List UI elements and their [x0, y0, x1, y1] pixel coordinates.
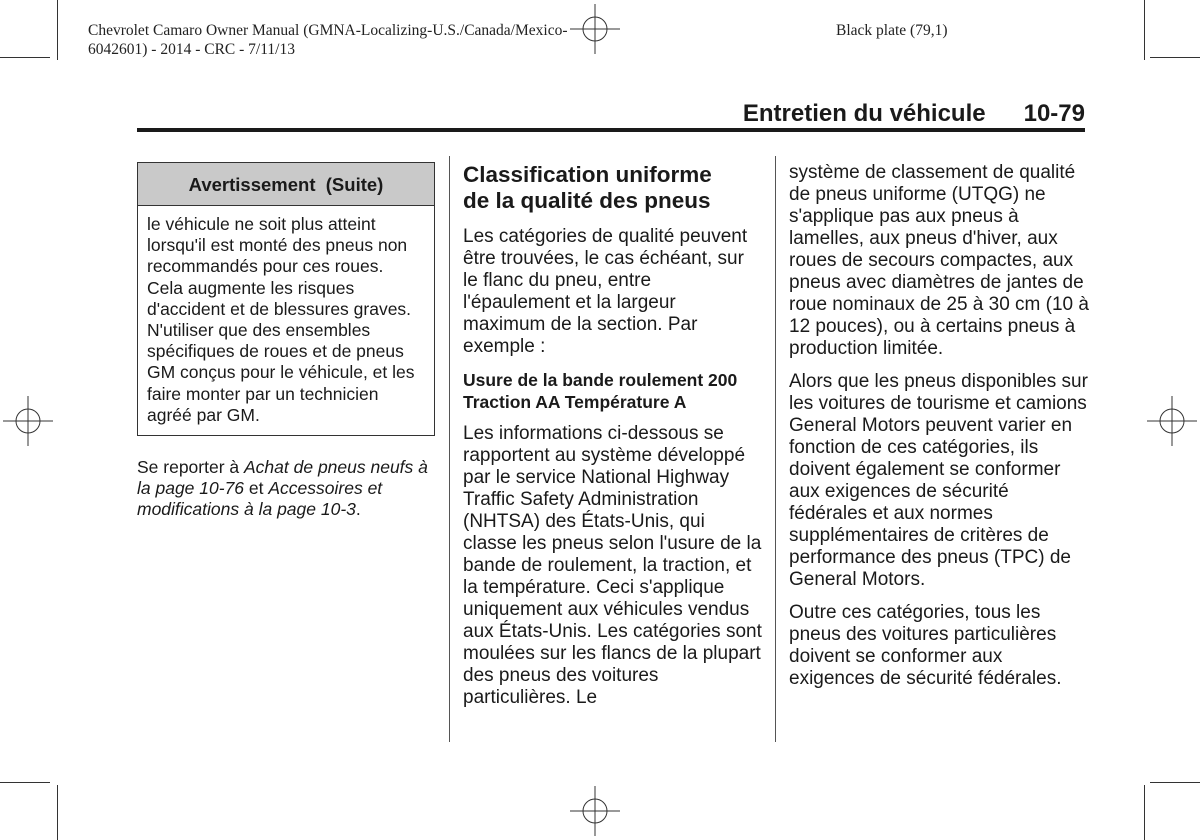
body-paragraph: Les informations ci-dessous se rapportent au système développé par le service National Highway Traffic Safety Administration (NHTSA) des États-Unis, qui classe les pneus selon l'usure de la bande de roulement, la traction, et la température. Ceci s'applique uniquement aux véhicules vendus aux États-Unis. Les catégories sont moulées sur les flancs de la plupart des pneus des voitures particulières. Le [463, 423, 762, 708]
grade-example: Usure de la bande roulement 200 Traction AA Température A [463, 370, 738, 412]
crop-mark-bottom-left-vertical [57, 785, 58, 840]
crop-mark-top-left-vertical [57, 0, 58, 60]
print-header-line-1: Chevrolet Camaro Owner Manual (GMNA-Localizing-U.S./Canada/Mexico- [88, 22, 568, 39]
crop-mark-top-right-horizontal [1150, 57, 1200, 58]
see-also-suffix: . [355, 499, 361, 520]
warning-box [137, 162, 435, 436]
see-also-prefix: Se reporter à [137, 457, 244, 478]
section-title [463, 162, 763, 214]
registration-mark-icon [570, 786, 620, 836]
body-paragraph: Outre ces catégories, tous les pneus des voitures particulières doivent se conformer aux exigences de sécurité fédérales. [789, 602, 1062, 689]
print-header-right: Black plate (79,1) [836, 22, 948, 39]
cross-reference-link[interactable]: Accessoires et modifications à la page 10-3 [137, 478, 383, 520]
body-paragraph: Alors que les pneus disponibles sur les voitures de tourisme et camions General Motors peuvent varier en fonction de ces catégories, ils doivent également se conformer aux exigences de sécurité fédérales et aux normes supplémentaires de critères de performance des pneus (TPC) de General Motors. [789, 371, 1088, 590]
column-divider [775, 156, 776, 742]
registration-mark-icon [570, 4, 620, 54]
column-3 [789, 162, 1089, 690]
running-head [743, 100, 1085, 128]
warning-title: Avertissement (Suite) [138, 163, 434, 206]
see-also-middle: et [244, 478, 269, 499]
cross-reference-link[interactable]: Achat de pneus neufs à la page 10-76 [137, 457, 428, 499]
print-header-left [88, 21, 568, 59]
warning-body: le véhicule ne soit plus atteint lorsqu'il est monté des pneus non recommandés pour ces roues. Cela augmente les risques d'accident et de blessures graves. N'utiliser que des ensembles spécifiques de roues et de pneus GM conçus pour le véhicule, et les faire monter par un technicien agréé par GM. [147, 214, 415, 425]
section-title-line-1: Classification uniforme [463, 162, 712, 187]
header-rule [137, 128, 1085, 132]
crop-mark-bottom-right-vertical [1144, 785, 1145, 840]
section-name: Entretien du véhicule [742, 100, 986, 127]
column-divider [449, 156, 450, 742]
section-title-line-2: de la qualité des pneus [463, 188, 711, 213]
print-header-line-2: 6042601) - 2014 - CRC - 7/11/13 [88, 41, 295, 58]
registration-mark-icon [1147, 396, 1197, 446]
crop-mark-top-left-horizontal [0, 57, 50, 58]
intro-paragraph: Les catégories de qualité peuvent être trouvées, le cas échéant, sur le flanc du pneu, entre l'épaulement et la largeur maximum de la section. Par exemple : [463, 226, 748, 357]
page-number: 10-79 [1023, 100, 1085, 127]
column-1 [137, 162, 435, 521]
see-also-paragraph [137, 457, 435, 521]
crop-mark-bottom-right-horizontal [1150, 782, 1200, 783]
crop-mark-top-right-vertical [1144, 0, 1145, 60]
crop-mark-bottom-left-horizontal [0, 782, 50, 783]
registration-mark-icon [3, 396, 53, 446]
body-paragraph: système de classement de qualité de pneus uniforme (UTQG) ne s'applique pas aux pneus à lamelles, aux pneus d'hiver, aux roues de secours compactes, aux pneus avec diamètres de jantes de roue nominaux de 25 à 30 cm (10 à 12 pouces), ou à certains pneus à production limitée. [789, 162, 1089, 359]
column-2 [463, 162, 763, 709]
